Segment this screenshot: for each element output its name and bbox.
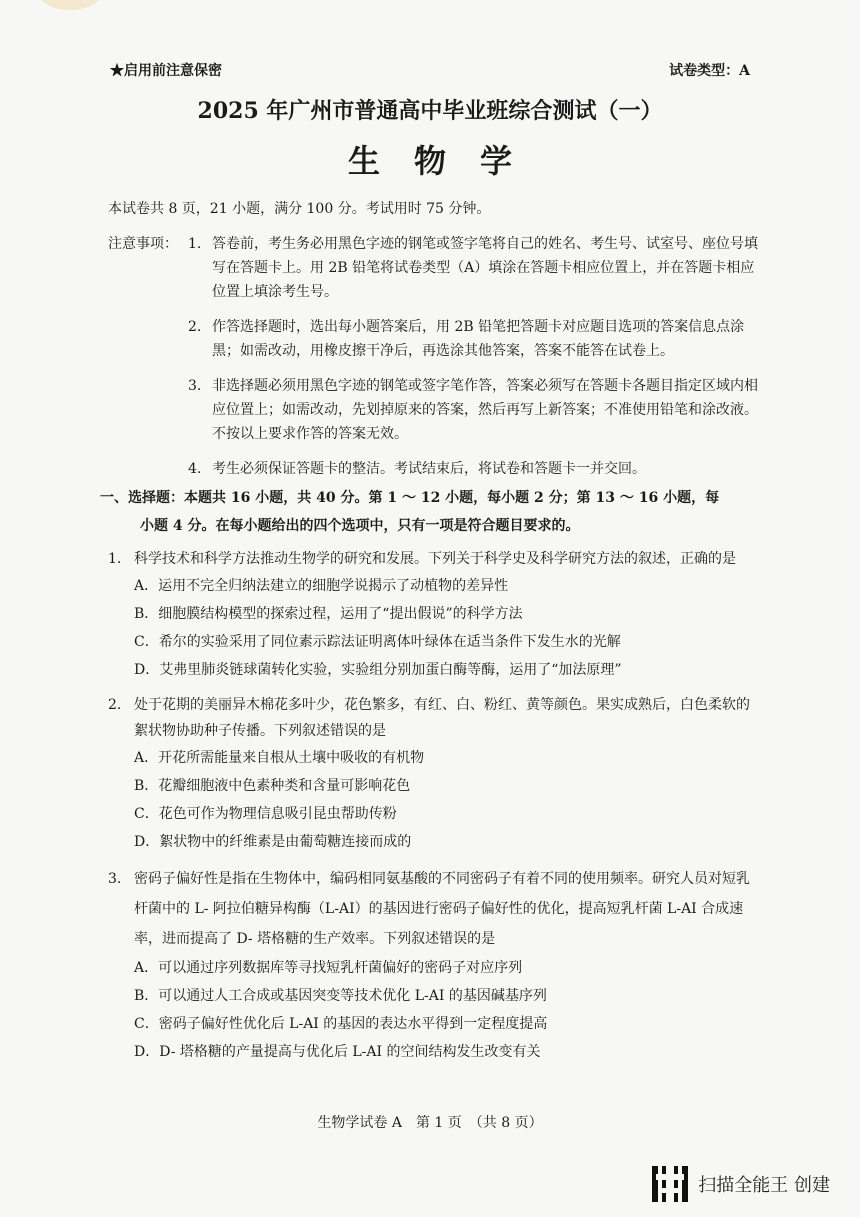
note-number: 3. [188, 378, 202, 394]
option-b: B．花瓣细胞液中色素种类和含量可影响花色 [134, 778, 411, 794]
question-2 [108, 692, 758, 856]
option-a: A．可以通过序列数据库等寻找短乳杆菌偏好的密码子对应序列 [134, 960, 523, 976]
note-number: 4. [188, 461, 202, 477]
question-text: 科学技术和科学方法推动生物学的研究和发展。下列关于科学史及科学研究方法的叙述，正确的是 [134, 551, 736, 567]
section-line-1: 一、选择题：本题共 16 小题，共 40 分。第 1 ～ 12 小题，每小题 2 分；第 13 ～ 16 小题，每 [100, 490, 720, 506]
question-3 [108, 864, 758, 1066]
note-text: 作答选择题时，选出每小题答案后，用 2B 铅笔把答题卡对应题目选项的答案信息点涂黑；如需改动，用橡皮擦干净后，再选涂其他答案，答案不能答在试卷上。 [212, 319, 745, 359]
question-text: 处于花期的美丽异木棉花多叶少，花色繁多，有红、白、粉红、黄等颜色。果实成熟后，白色柔软的絮状物协助种子传播。下列叙述错误的是 [134, 697, 750, 739]
question-number: 3. [108, 871, 122, 887]
option-c: C．希尔的实验采用了同位素示踪法证明离体叶绿体在适当条件下发生水的光解 [134, 634, 621, 650]
note-number: 1. [188, 236, 202, 252]
note-text: 答卷前，考生务必用黑色字迹的钢笔或签字笔将自己的姓名、考生号、试室号、座位号填写在答题卡上。用 2B 铅笔将试卷类型（A）填涂在答题卡相应位置上，并在答题卡相应位置上填涂考生号。 [212, 236, 758, 300]
question-stem [108, 692, 758, 744]
option-a: A．开花所需能量来自根从土壤中吸收的有机物 [134, 750, 425, 766]
option-b: B．可以通过人工合成或基因突变等技术优化 L-AI 的基因碱基序列 [134, 988, 547, 1004]
question-1 [108, 546, 758, 684]
subject-title: 生物学 [347, 142, 546, 180]
question-number: 1. [108, 551, 122, 567]
paper-type: 试卷类型：A [669, 63, 750, 79]
note-number: 2. [188, 319, 202, 335]
question-list [108, 546, 758, 1074]
question-stem [108, 864, 758, 954]
option-b: B．细胞膜结构模型的探索过程，运用了“提出假说”的科学方法 [134, 606, 523, 622]
note-item [188, 374, 758, 446]
notes-label: 注意事项： [108, 236, 178, 252]
option-d: D．艾弗里肺炎链球菌转化实验，实验组分别加蛋白酶等酶，运用了“加法原理” [134, 662, 622, 678]
page-footer: 生物学试卷 A 第 1 页 （共 8 页） [317, 1115, 543, 1131]
option-c: C．密码子偏好性优化后 L-AI 的基因的表达水平得到一定程度提高 [134, 1016, 548, 1032]
scanner-watermark [652, 1164, 830, 1204]
exam-title: 2025 年广州市普通高中毕业班综合测试（一） [197, 98, 663, 124]
section-line-2: 小题 4 分。在每小题给出的四个选项中，只有一项是符合题目要求的。 [140, 518, 580, 534]
question-number: 2. [108, 697, 122, 713]
option-d: D．D- 塔格糖的产量提高与优化后 L-AI 的空间结构发生改变有关 [134, 1044, 541, 1060]
scanner-label: 扫描全能王 创建 [698, 1175, 830, 1196]
option-a: A．运用不完全归纳法建立的细胞学说揭示了动植物的差异性 [134, 578, 509, 594]
notes-section [108, 232, 758, 492]
note-text: 考生必须保证答题卡的整洁。考试结束后，将试卷和答题卡一并交回。 [212, 461, 646, 477]
note-item [188, 315, 758, 363]
note-item [188, 232, 758, 304]
question-stem [108, 546, 758, 572]
qr-code-icon [652, 1166, 688, 1202]
option-d: D．絮状物中的纤维素是由葡萄糖连接而成的 [134, 834, 412, 850]
exam-intro: 本试卷共 8 页，21 小题，满分 100 分。考试用时 75 分钟。 [108, 201, 491, 217]
section-heading [100, 484, 760, 540]
note-text: 非选择题必须用黑色字迹的钢笔或签字笔作答，答案必须写在答题卡各题目指定区域内相应位置上；如需改动，先划掉原来的答案，然后再写上新答案；不准使用铅笔和涂改液。不按以上要求作答的答案无效。 [212, 378, 758, 442]
note-item [188, 457, 758, 481]
top-bar [110, 60, 750, 84]
option-c: C．花色可作为物理信息吸引昆虫帮助传粉 [134, 806, 397, 822]
confidential-notice: ★启用前注意保密 [110, 63, 222, 79]
question-text: 密码子偏好性是指在生物体中，编码相同氨基酸的不同密码子有着不同的使用频率。研究人员对短乳杆菌中的 L- 阿拉伯糖异构酶（L-AI）的基因进行密码子偏好性的优化，提高短乳杆菌 L-AI 合成速率，进而提高了 D- 塔格糖的生产效率。下列叙述错误的是 [134, 871, 750, 947]
paper-smudge [40, 0, 100, 10]
